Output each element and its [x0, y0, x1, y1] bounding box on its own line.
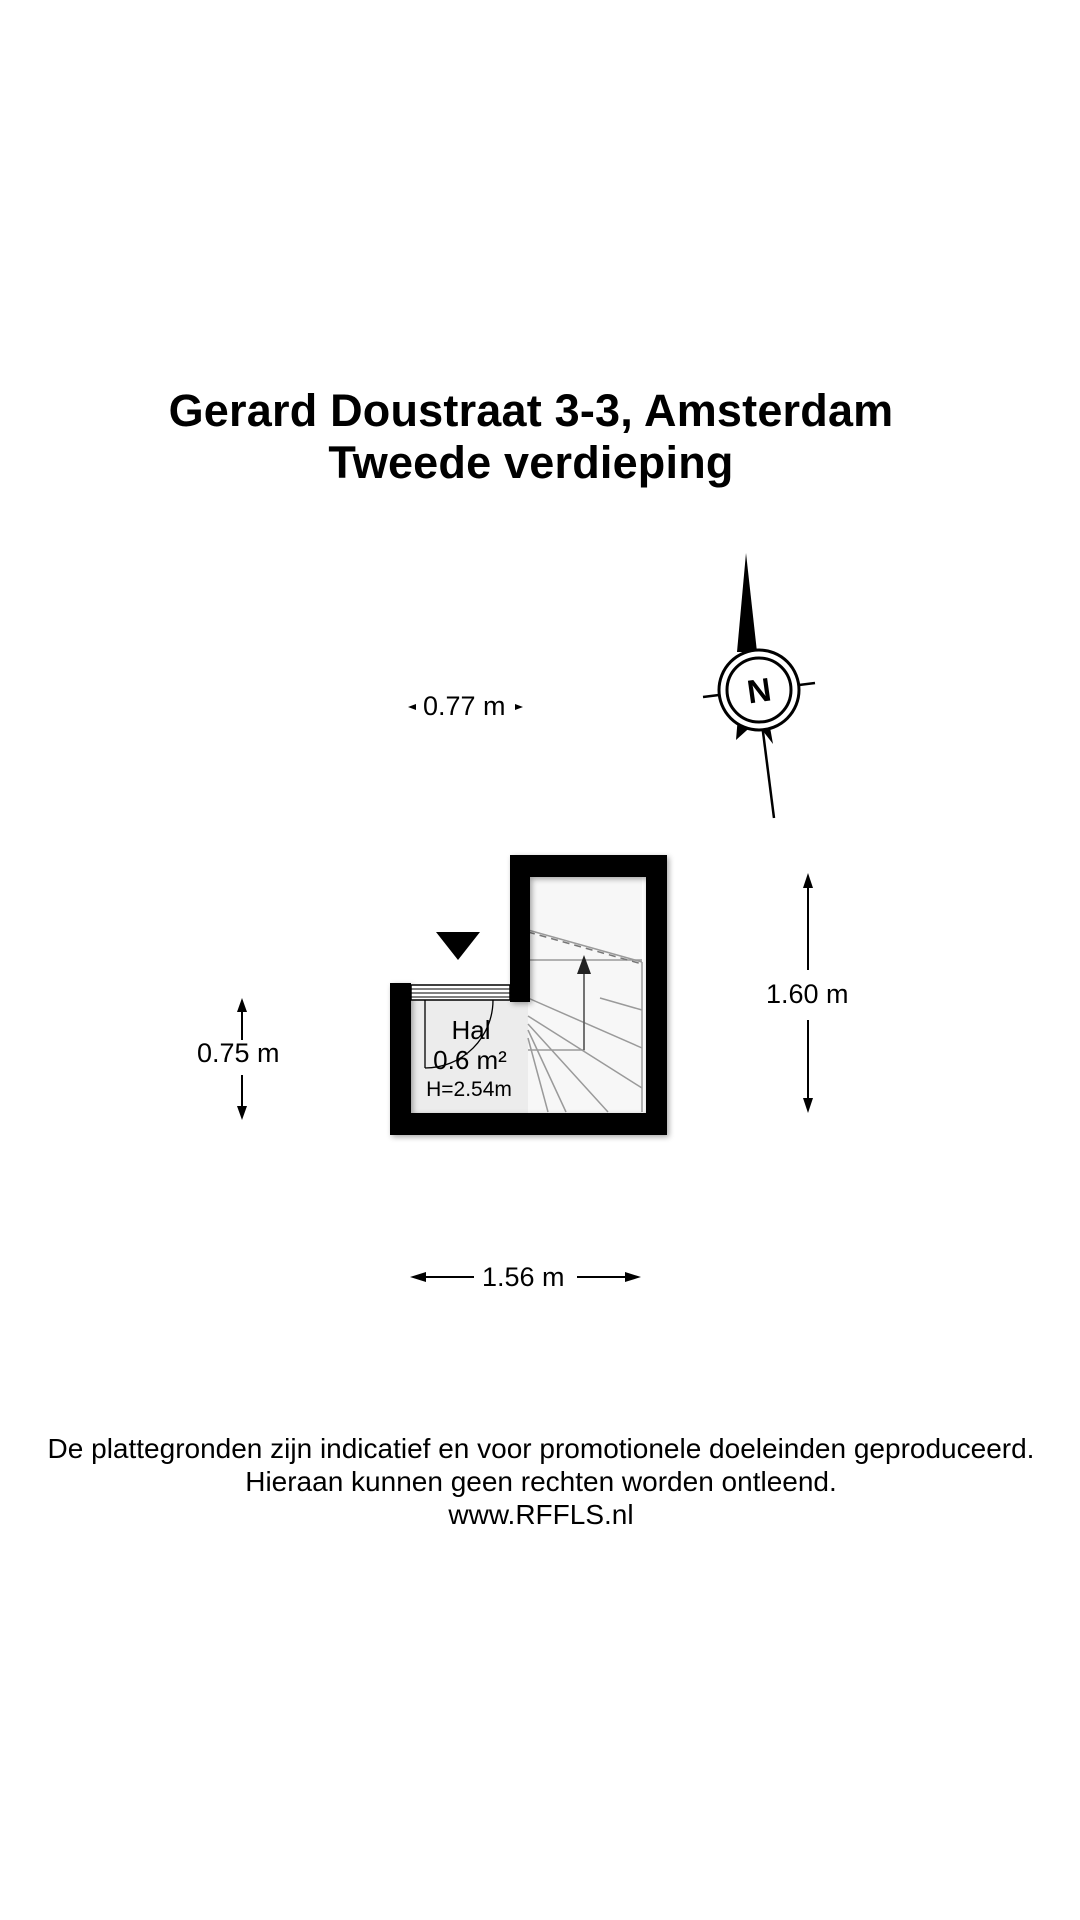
floor-name: Tweede verdieping [328, 437, 734, 488]
website-link[interactable]: www.RFFLS.nl [448, 1499, 634, 1530]
page-title: Gerard Doustraat 3-3, Amsterdam [168, 385, 894, 436]
disclaimer-line-2: Hieraan kunnen geen rechten worden ontleend. [245, 1466, 837, 1497]
compass-icon [703, 553, 815, 818]
dimension-bottom-width: 1.56 m [482, 1262, 565, 1292]
room-height: H=2.54m [426, 1078, 512, 1101]
entrance-marker-icon [436, 932, 480, 960]
room-name: Hal [451, 1015, 491, 1045]
dimension-top-width: 0.77 m [423, 691, 506, 721]
door-threshold [411, 985, 510, 1000]
dimension-right-height: 1.60 m [766, 979, 849, 1009]
room-area: 0.6 m² [433, 1045, 507, 1075]
disclaimer-line-1: De plattegronden zijn indicatief en voor promotionele doeleinden geproduceerd. [47, 1433, 1035, 1464]
dimension-left-height: 0.75 m [197, 1038, 280, 1068]
compass-letter: N [744, 670, 774, 711]
